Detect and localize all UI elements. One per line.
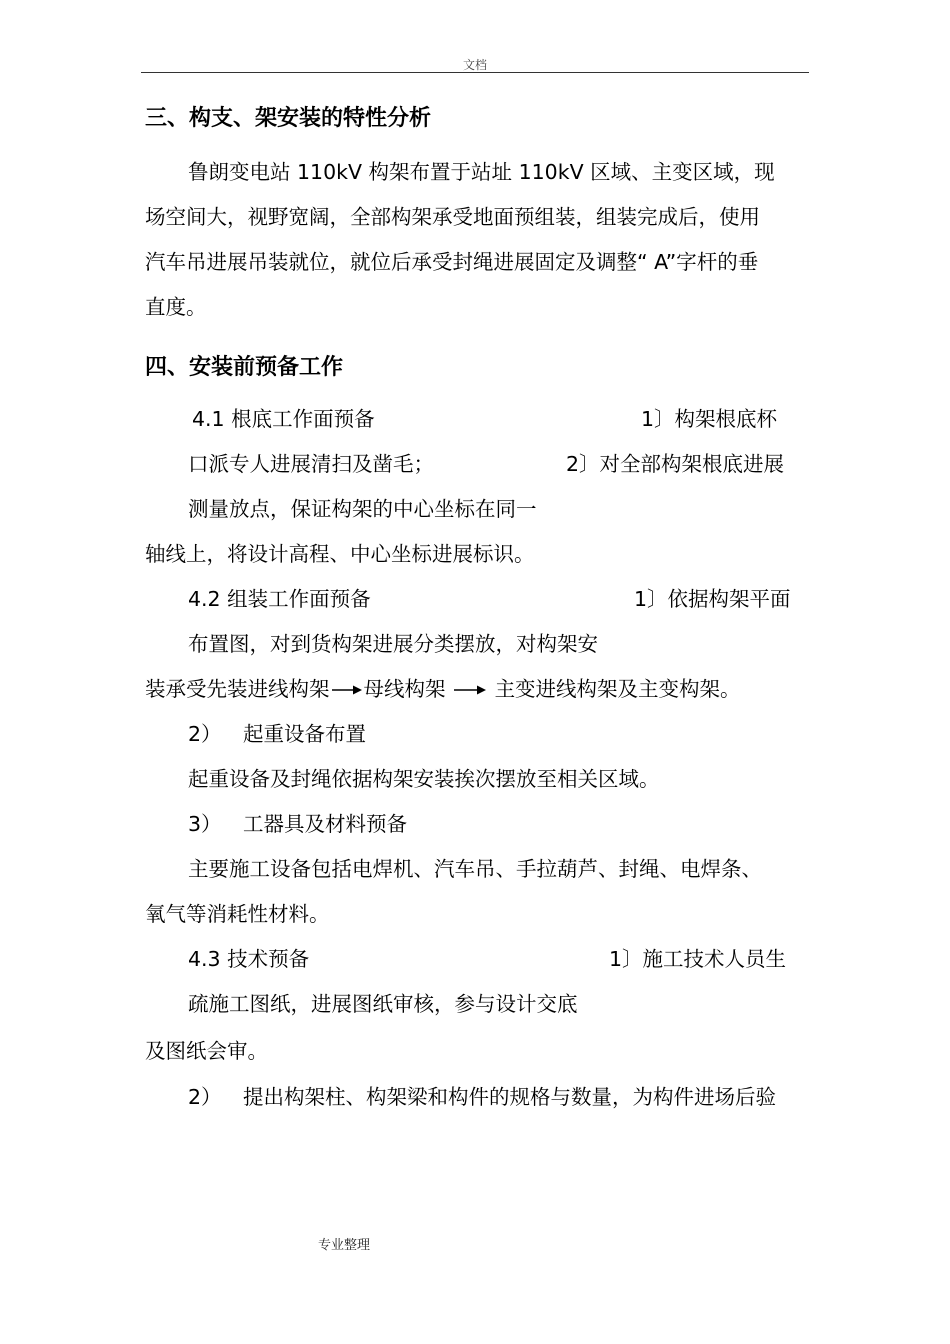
s42-item3-text2: 氧气等消耗性材料。 <box>145 902 330 926</box>
section3-line-1: 鲁朗变电站 110kV 构架布置于站址 110kV 区域、主变区域，现 <box>188 160 775 184</box>
s43-item2-num: 2） <box>188 1085 222 1109</box>
arrow-right-icon <box>332 684 362 696</box>
s41-item2-start: 2〕对全部构架根底进展 <box>566 452 785 476</box>
s42-seq-b: 母线构架 <box>363 677 446 701</box>
page-footer: 专业整理 <box>318 1238 371 1253</box>
s42-item3-title: 工器具及材料预备 <box>243 812 407 836</box>
s41-item1-cont: 口派专人进展清扫及凿毛； <box>188 452 434 476</box>
arrow-right-icon <box>454 684 486 696</box>
s42-title: 4.2 组装工作面预备 <box>188 587 371 611</box>
s41-item1-start: 1〕构架根底杯 <box>641 407 778 431</box>
section3-heading: 三、构支、架安装的特性分析 <box>145 106 432 131</box>
s42-item1-cont1: 布置图，对到货构架进展分类摆放，对构架安 <box>188 632 598 656</box>
s43-item1-cont1: 疏施工图纸，进展图纸审核，参与设计交底 <box>188 992 578 1016</box>
s43-item1-cont2: 及图纸会审。 <box>145 1039 268 1063</box>
s42-item3-num: 3） <box>188 812 222 836</box>
s42-item2-text: 起重设备及封绳依据构架安装挨次摆放至相关区域。 <box>188 767 660 791</box>
s43-item2-text: 提出构架柱、构架梁和构件的规格与数量，为构件进场后验 <box>243 1085 776 1109</box>
s42-item2-title: 起重设备布置 <box>243 722 366 746</box>
s43-title: 4.3 技术预备 <box>188 947 310 971</box>
s42-sequence-line <box>145 672 741 702</box>
section3-line-4: 直度。 <box>145 295 207 319</box>
s42-item1-start: 1〕依据构架平面 <box>634 587 791 611</box>
header-rule <box>141 72 809 73</box>
section3-line-3: 汽车吊进展吊装就位，就位后承受封绳进展固定及调整“ A”字杆的垂 <box>145 250 759 274</box>
s41-item2-cont1: 测量放点，保证构架的中心坐标在同一 <box>188 497 537 521</box>
s42-item3-text1: 主要施工设备包括电焊机、汽车吊、手拉葫芦、封绳、电焊条、 <box>188 857 762 881</box>
s41-item2-cont2: 轴线上，将设计高程、中心坐标进展标识。 <box>145 542 535 566</box>
s42-item2-num: 2） <box>188 722 222 746</box>
s43-item1-start: 1〕施工技术人员生 <box>609 947 787 971</box>
s42-seq-c: 主变进线构架及主变构架。 <box>494 677 741 701</box>
s41-title: 4.1 根底工作面预备 <box>192 407 375 431</box>
s42-seq-a: 装承受先装进线构架 <box>145 677 330 701</box>
section3-line-2: 场空间大，视野宽阔，全部构架承受地面预组装，组装完成后，使用 <box>145 205 760 229</box>
page-header: 文档 <box>462 58 487 72</box>
section4-heading: 四、安装前预备工作 <box>145 355 344 380</box>
